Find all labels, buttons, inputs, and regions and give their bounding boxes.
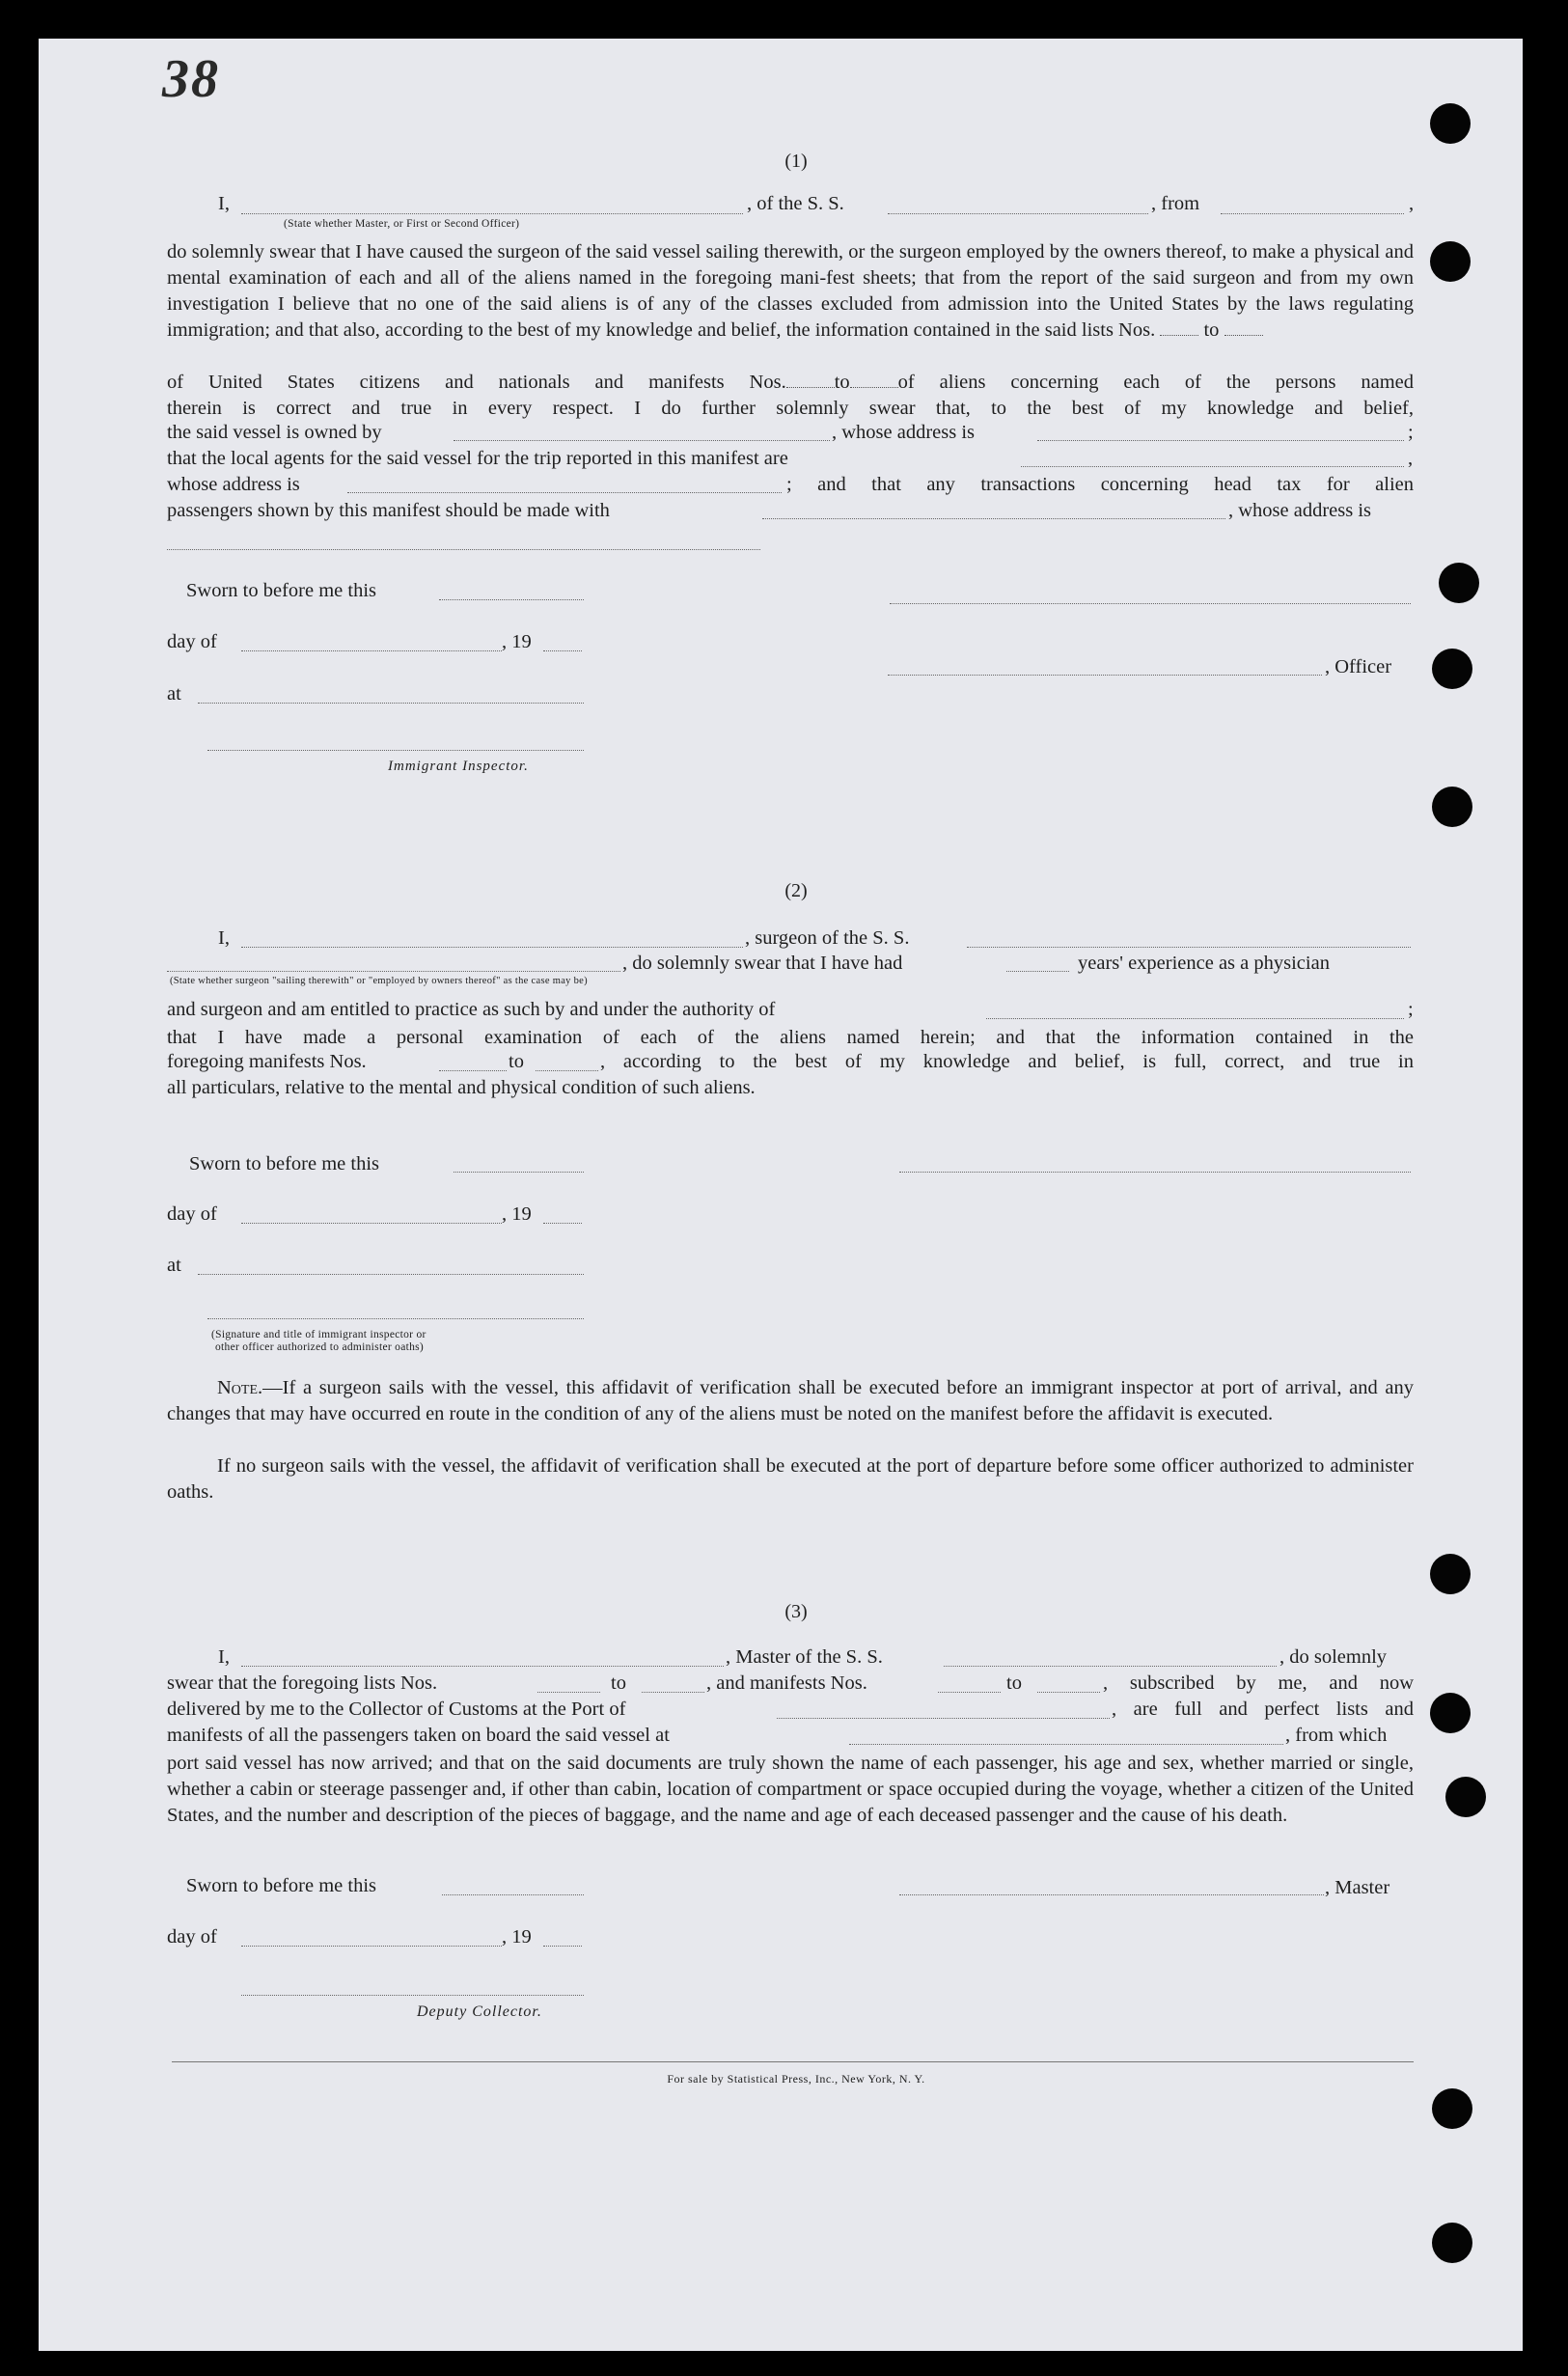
s1-agents-address-blank[interactable] bbox=[347, 491, 782, 493]
s3-taken-on-board: manifests of all the passengers taken on board the said vessel at bbox=[167, 1725, 670, 1746]
s2-ship-blank[interactable] bbox=[967, 946, 1411, 948]
s3-to2: to bbox=[1006, 1672, 1022, 1694]
section-1-number: (1) bbox=[784, 151, 808, 172]
s2-years: years' experience as a physician bbox=[1078, 953, 1330, 974]
s3-subscribed: , subscribed by me, and now bbox=[1103, 1672, 1414, 1694]
s1-owner-address-label: , whose address is bbox=[832, 422, 976, 443]
binder-hole bbox=[1432, 649, 1472, 689]
s3-manifests: , and manifests Nos. bbox=[706, 1672, 867, 1694]
s3-manifests-to-blank[interactable] bbox=[1037, 1691, 1100, 1693]
s2-day-of: day of bbox=[167, 1203, 217, 1225]
s2-solemnly: , do solemnly swear that I have had bbox=[622, 953, 903, 974]
s2-sworn: Sworn to before me this bbox=[189, 1153, 379, 1174]
binder-hole bbox=[1432, 2223, 1472, 2263]
s1-at: at bbox=[167, 683, 181, 705]
s1-correct-line: therein is correct and true in every respect. I do further solemnly swear that, to the best of my knowledge and belief, bbox=[167, 398, 1414, 419]
s3-solemnly: , do solemnly bbox=[1279, 1646, 1388, 1668]
s2-signature-blank[interactable] bbox=[899, 1171, 1411, 1173]
s3-collector-caption: Deputy Collector. bbox=[417, 2003, 542, 2020]
binder-hole bbox=[1430, 241, 1471, 282]
s1-oath-paragraph: do solemnly swear that I have caused the surgeon of the said vessel sailing therewith, or the surgeon employed by the owners thereof, to make a physical and mental examination of each and all of the aliens named in the foregoing mani-fest sheets; that from the report of the said surgeon and from my own investigation I believe that no one of the said aliens is of any of the classes excluded from admission into the United States by the laws regulating immigration; and that also, according to the best of my knowledge and belief, the information contained in the said lists Nos. to bbox=[167, 241, 1414, 341]
s3-port-blank[interactable] bbox=[777, 1717, 1110, 1719]
s2-inspector-blank[interactable] bbox=[207, 1317, 584, 1319]
s2-year-blank[interactable] bbox=[543, 1222, 582, 1224]
s1-from: , from bbox=[1151, 193, 1200, 214]
s3-collector-blank[interactable] bbox=[241, 1994, 584, 1996]
s1-signature-blank[interactable] bbox=[890, 602, 1411, 604]
binder-hole bbox=[1445, 1777, 1486, 1817]
s2-manifests: foregoing manifests Nos. bbox=[167, 1051, 367, 1072]
s1-tax-address-blank[interactable] bbox=[167, 548, 760, 550]
footer-rule bbox=[172, 2060, 1414, 2062]
s1-inspector-blank[interactable] bbox=[207, 749, 584, 751]
section-2-number: (2) bbox=[784, 880, 808, 901]
s1-from-blank[interactable] bbox=[1221, 212, 1404, 214]
s3-name-blank[interactable] bbox=[241, 1665, 724, 1667]
s2-note-label: Note. bbox=[217, 1377, 263, 1398]
s1-passengers: passengers shown by this manifest should be made with bbox=[167, 500, 610, 521]
s2-authority: and surgeon and am entitled to practice as such by and under the authority of bbox=[167, 999, 776, 1020]
s1-owned-by: the said vessel is owned by bbox=[167, 422, 382, 443]
s1-owner-blank[interactable] bbox=[454, 439, 830, 441]
s1-of-ss: , of the S. S. bbox=[747, 193, 844, 214]
s1-officer-caption: (State whether Master, or First or Second Officer) bbox=[284, 218, 520, 230]
binder-hole bbox=[1430, 103, 1471, 144]
s2-sig-caption-1: (Signature and title of immigrant inspector or bbox=[211, 1329, 426, 1340]
s2-according: , according to the best of my knowledge and belief, is full, correct, and true in bbox=[600, 1051, 1414, 1072]
s1-inspector-caption: Immigrant Inspector. bbox=[388, 759, 529, 774]
s1-semi: ; bbox=[1408, 422, 1414, 443]
s1-officer-blank[interactable] bbox=[241, 212, 743, 214]
s1-officer-signature-blank[interactable] bbox=[888, 674, 1322, 676]
s2-sworn-blank[interactable] bbox=[454, 1171, 584, 1173]
binder-hole bbox=[1432, 787, 1472, 827]
s2-note-2: If no surgeon sails with the vessel, the affidavit of verification shall be executed at the port of departure before some officer authorized to administer oaths. bbox=[167, 1455, 1414, 1503]
s1-tax-party-blank[interactable] bbox=[762, 517, 1225, 519]
s1-citizens-line: of United States citizens and nationals and manifests Nos. to of aliens concerning each of the persons named bbox=[167, 372, 1414, 393]
s1-year: , 19 bbox=[502, 631, 532, 652]
s2-particulars: all particulars, relative to the mental and physical condition of such aliens. bbox=[167, 1077, 756, 1098]
s3-year-blank[interactable] bbox=[543, 1945, 582, 1947]
s3-year: , 19 bbox=[502, 1926, 532, 1948]
s1-at-blank[interactable] bbox=[198, 702, 584, 704]
s1-comma: , bbox=[1409, 193, 1415, 214]
binder-hole bbox=[1432, 2088, 1472, 2129]
s1-owner-address-blank[interactable] bbox=[1037, 439, 1404, 441]
s2-examination-line: that I have made a personal examination of each of the aliens named herein; and that the information contained in the bbox=[167, 1027, 1414, 1048]
s2-manifest-to-blank[interactable] bbox=[536, 1069, 598, 1071]
section-3-number: (3) bbox=[784, 1601, 808, 1622]
s3-master-of: , Master of the S. S. bbox=[726, 1646, 883, 1668]
s2-surgeon-of: , surgeon of the S. S. bbox=[745, 927, 910, 949]
s1-day-blank[interactable] bbox=[241, 649, 502, 651]
s3-lists: swear that the foregoing lists Nos. bbox=[167, 1672, 438, 1694]
s1-whose-address: whose address is bbox=[167, 474, 300, 495]
s3-ship-blank[interactable] bbox=[944, 1665, 1277, 1667]
s1-sworn-blank[interactable] bbox=[439, 598, 584, 600]
s3-full-perfect: , are full and perfect lists and bbox=[1112, 1699, 1414, 1720]
s2-semi: ; bbox=[1408, 999, 1414, 1020]
printer-footer: For sale by Statistical Press, Inc., New York, N. Y. bbox=[667, 2072, 925, 2086]
s2-note: Note.—If a surgeon sails with the vessel, this affidavit of verification shall be executed before an immigrant inspector at port of arrival, and any changes that may have occurred en route in the condition of any of the aliens must be noted on the manifest before the affidavit is executed. bbox=[167, 1377, 1414, 1424]
s2-years-blank[interactable] bbox=[1006, 970, 1069, 972]
s1-year-blank[interactable] bbox=[543, 649, 582, 651]
s3-i: I, bbox=[218, 1646, 230, 1668]
s3-lists-from-blank[interactable] bbox=[537, 1691, 600, 1693]
s1-agents: that the local agents for the said vessel for the trip reported in this manifest are bbox=[167, 448, 788, 469]
s1-passengers-address: , whose address is bbox=[1228, 500, 1372, 521]
s2-at: at bbox=[167, 1255, 181, 1276]
s3-master-signature-blank[interactable] bbox=[899, 1893, 1324, 1895]
s1-officer-label: , Officer bbox=[1325, 656, 1392, 677]
s3-master-label: , Master bbox=[1325, 1877, 1390, 1898]
binder-hole bbox=[1430, 1554, 1471, 1594]
s2-manifest-from-blank[interactable] bbox=[439, 1069, 507, 1071]
binder-hole bbox=[1430, 1693, 1471, 1733]
s3-departure-blank[interactable] bbox=[849, 1743, 1283, 1745]
s3-sworn-blank[interactable] bbox=[442, 1893, 584, 1895]
s1-agents-blank[interactable] bbox=[1021, 465, 1404, 467]
s3-day-of: day of bbox=[167, 1926, 217, 1948]
s1-i: I, bbox=[218, 193, 230, 214]
s3-to: to bbox=[611, 1672, 626, 1694]
s3-lists-to-blank[interactable] bbox=[642, 1691, 704, 1693]
s3-from-which: , from which bbox=[1285, 1725, 1388, 1746]
binder-hole bbox=[1439, 563, 1479, 603]
s2-name-blank[interactable] bbox=[241, 946, 743, 948]
s2-at-blank[interactable] bbox=[198, 1273, 584, 1275]
s1-sworn: Sworn to before me this bbox=[186, 580, 376, 601]
s1-ship-blank[interactable] bbox=[888, 212, 1148, 214]
s3-day-blank[interactable] bbox=[241, 1945, 502, 1947]
s2-sig-caption-2: other officer authorized to administer oaths) bbox=[215, 1341, 425, 1353]
s2-to: to bbox=[509, 1051, 524, 1072]
s2-surgeon-type-blank[interactable] bbox=[167, 970, 620, 972]
s3-sworn: Sworn to before me this bbox=[186, 1875, 376, 1896]
s2-caption: (State whether surgeon "sailing therewith" or "employed by owners thereof" as the case may be) bbox=[170, 976, 588, 986]
s2-day-blank[interactable] bbox=[241, 1222, 502, 1224]
s2-year: , 19 bbox=[502, 1203, 532, 1225]
s1-day-of: day of bbox=[167, 631, 217, 652]
s3-manifests-from-blank[interactable] bbox=[938, 1691, 1001, 1693]
s2-i: I, bbox=[218, 927, 230, 949]
s3-delivered: delivered by me to the Collector of Customs at the Port of bbox=[167, 1699, 626, 1720]
s1-comma2: , bbox=[1408, 448, 1414, 469]
s2-authority-blank[interactable] bbox=[986, 1017, 1404, 1019]
page-number: 38 bbox=[162, 49, 220, 109]
s1-head-tax: ; and that any transactions concerning head tax for alien bbox=[786, 474, 1414, 495]
s3-paragraph: port said vessel has now arrived; and that on the said documents are truly shown the name of each passenger, his age and sex, whether married or single, whether a cabin or steerage passenger and, if other than cabin, location of compartment or space occupied during the voyage, whether a citizen of the United States, and the number and description of the pieces of baggage, and the name and age of each deceased passenger and the cause of his death. bbox=[167, 1753, 1414, 1826]
